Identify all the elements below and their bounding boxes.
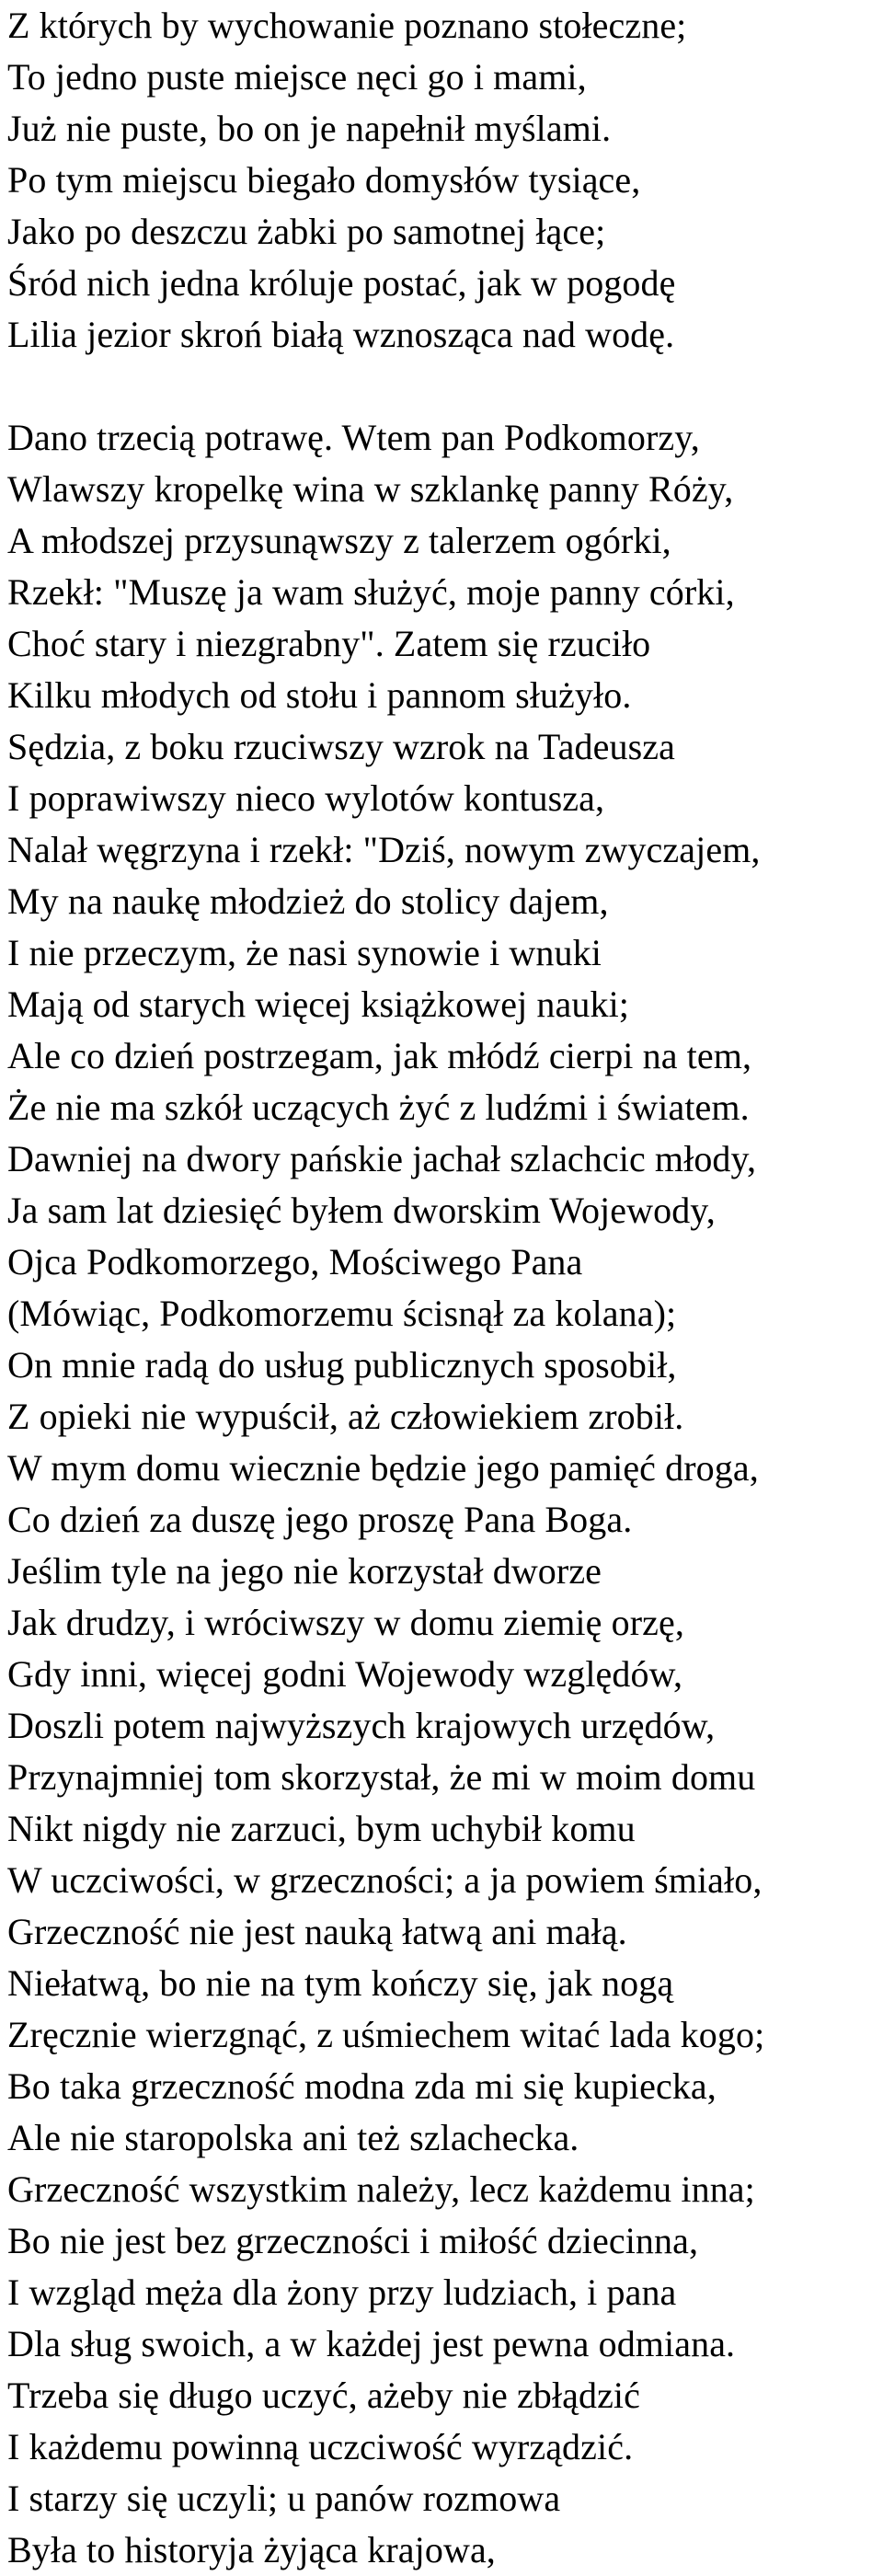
- poem-line: Nalał węgrzyna i rzekł: "Dziś, nowym zwyczajem,: [7, 829, 761, 870]
- poem-line: Kilku młodych od stołu i pannom służyło.: [7, 674, 632, 716]
- poem-line: Z opieki nie wypuścił, aż człowiekiem zrobił.: [7, 1396, 684, 1437]
- poem-line: To jedno puste miejsce nęci go i mami,: [7, 56, 587, 98]
- poem-line: Ojca Podkomorzego, Mościwego Pana: [7, 1241, 583, 1282]
- poem-line: Zręcznie wierzgnąć, z uśmiechem witać lada kogo;: [7, 2014, 765, 2055]
- poem-line: W uczciwości, w grzeczności; a ja powiem śmiało,: [7, 1859, 763, 1901]
- poem-line: Ale co dzień postrzegam, jak młódź cierpi na tem,: [7, 1035, 752, 1076]
- poem-line: Mają od starych więcej książkowej nauki;: [7, 983, 629, 1025]
- poem-line: Niełatwą, bo nie na tym kończy się, jak nogą: [7, 1962, 674, 2004]
- poem-line: (Mówiąc, Podkomorzemu ścisnął za kolana);: [7, 1293, 677, 1334]
- poem-line: Dawniej na dwory pańskie jachał szlachcic młody,: [7, 1138, 757, 1179]
- poem-line: Co dzień za duszę jego proszę Pana Boga.: [7, 1499, 633, 1540]
- stanza-1: [7, 0, 883, 361]
- poem-line: Była to historyja żyjąca krajowa,: [7, 2529, 496, 2570]
- poem-line: On mnie radą do usług publicznych sposobił,: [7, 1344, 677, 1386]
- poem-line: Rzekł: "Muszę ja wam służyć, moje panny córki,: [7, 571, 735, 613]
- poem-line: My na naukę młodzież do stolicy dajem,: [7, 880, 609, 922]
- poem-line: Nikt nigdy nie zarzuci, bym uchybił komu: [7, 1808, 636, 1849]
- poem-line: Przynajmniej tom skorzystał, że mi w moim domu: [7, 1756, 756, 1798]
- poem-line: A młodszej przysunąwszy z talerzem ogórki,: [7, 520, 671, 561]
- stanza-2: [7, 412, 883, 2576]
- poem-line: Lilia jezior skroń białą wznosząca nad wodę.: [7, 314, 675, 355]
- poem-line: W mym domu wiecznie będzie jego pamięć droga,: [7, 1447, 759, 1489]
- poem-line: Z których by wychowanie poznano stołeczne;: [7, 5, 687, 46]
- poem-line: Że nie ma szkół uczących żyć z ludźmi i światem.: [7, 1087, 750, 1128]
- poem-line: Bo nie jest bez grzeczności i miłość dziecinna,: [7, 2220, 699, 2261]
- poem-line: Jako po deszczu żabki po samotnej łące;: [7, 211, 606, 252]
- poem-line: I nie przeczym, że nasi synowie i wnuki: [7, 932, 602, 973]
- poem-line: Sędzia, z boku rzuciwszy wzrok na Tadeusza: [7, 726, 675, 767]
- poem-line: Gdy inni, więcej godni Wojewody względów,: [7, 1653, 683, 1695]
- poem-line: Jak drudzy, i wróciwszy w domu ziemię orzę,: [7, 1602, 684, 1643]
- poem-line: Dla sług swoich, a w każdej jest pewna odmiana.: [7, 2323, 736, 2364]
- poem-line: Jeślim tyle na jego nie korzystał dworze: [7, 1550, 602, 1592]
- poem-line: Doszli potem najwyższych krajowych urzędów,: [7, 1705, 716, 1746]
- poem-line: Grzeczność wszystkim należy, lecz każdemu inna;: [7, 2168, 755, 2210]
- poem-line: Już nie puste, bo on je napełnił myślami.: [7, 108, 612, 149]
- poem-line: Ale nie staropolska ani też szlachecka.: [7, 2117, 579, 2158]
- poem-line: Bo taka grzeczność modna zda mi się kupiecka,: [7, 2065, 717, 2107]
- poem-line: Dano trzecią potrawę. Wtem pan Podkomorzy,: [7, 417, 700, 458]
- poem-line: I każdemu powinną uczciwość wyrządzić.: [7, 2426, 634, 2467]
- poem-line: Ja sam lat dziesięć byłem dworskim Wojewody,: [7, 1190, 716, 1231]
- poem-line: Choć stary i niezgrabny". Zatem się rzuciło: [7, 623, 651, 664]
- poem-line: I starzy się uczyli; u panów rozmowa: [7, 2478, 561, 2519]
- poem-line: I poprawiwszy nieco wylotów kontusza,: [7, 777, 605, 819]
- poem-line: I wzgląd męża dla żony przy ludziach, i pana: [7, 2271, 677, 2313]
- poem-line: Grzeczność nie jest nauką łatwą ani małą.: [7, 1911, 627, 1952]
- poem-line: Trzeba się długo uczyć, ażeby nie zbłądzić: [7, 2375, 640, 2416]
- poem-line: Wlawszy kropelkę wina w szklankę panny Róży,: [7, 468, 734, 510]
- poem-line: Po tym miejscu biegało domysłów tysiące,: [7, 159, 641, 201]
- poem-line: Śród nich jedna króluje postać, jak w pogodę: [7, 262, 676, 304]
